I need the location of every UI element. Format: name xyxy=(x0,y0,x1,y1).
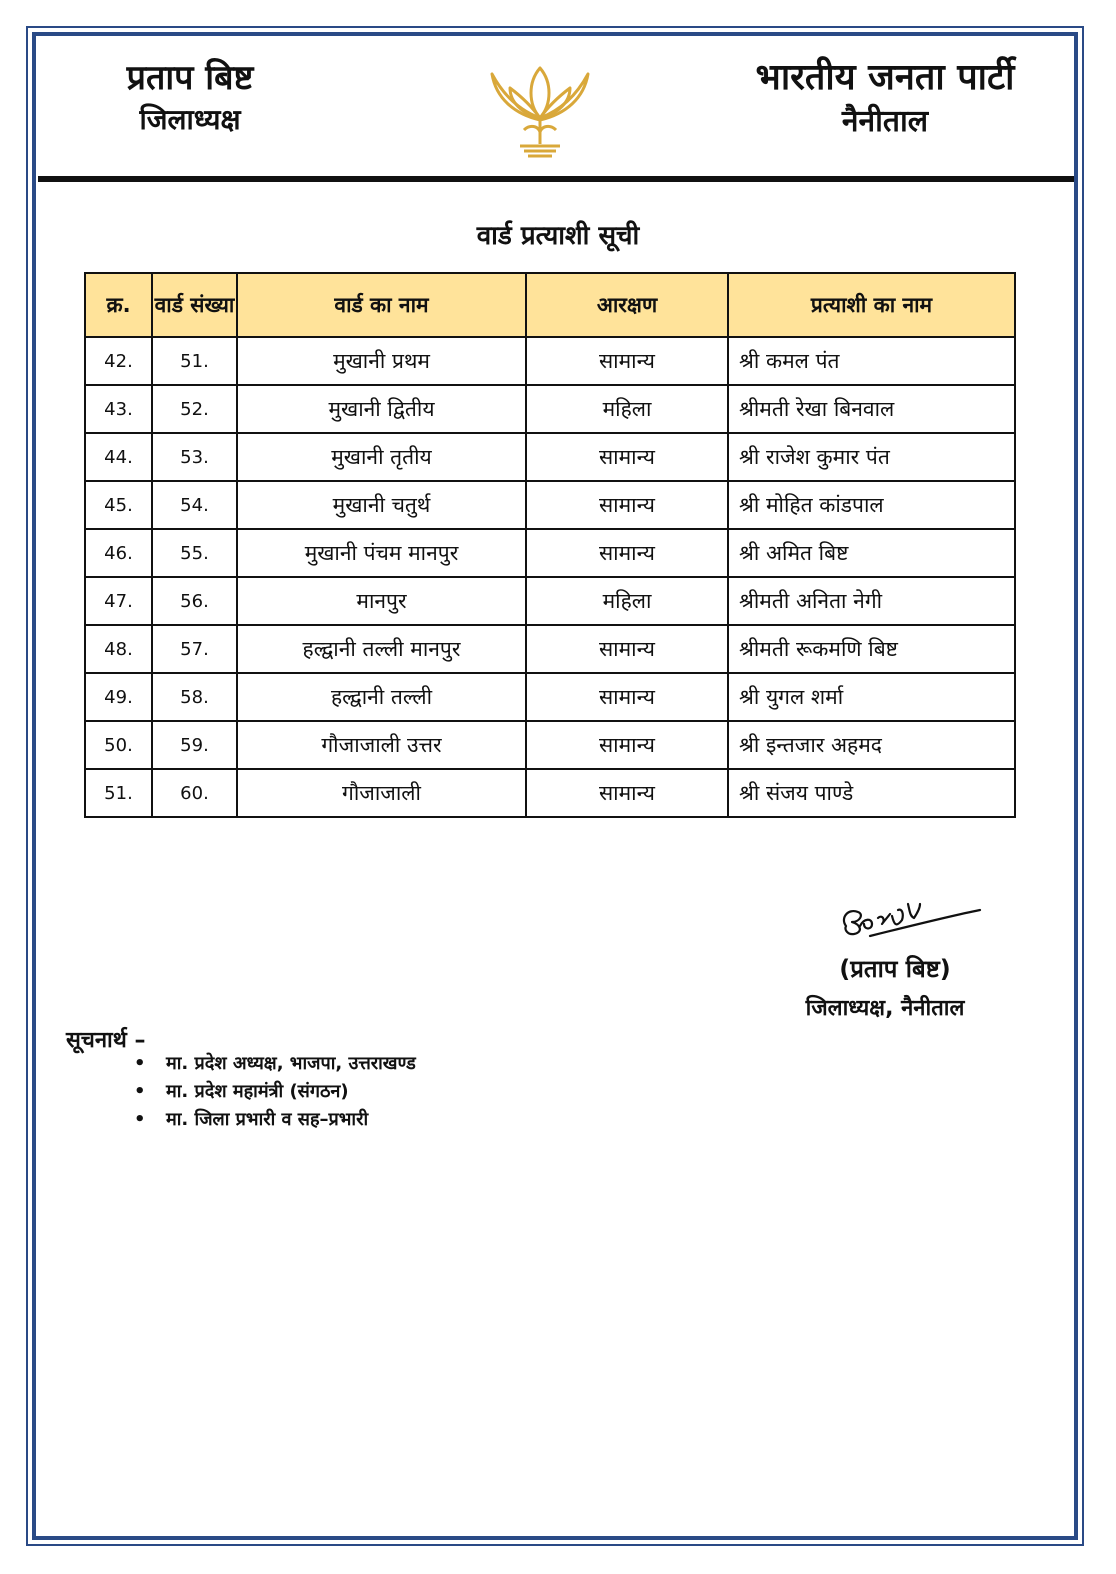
ward-name-cell: हल्द्वानी तल्ली xyxy=(237,673,526,721)
table-row xyxy=(85,721,1015,769)
candidate-cell: श्री राजेश कुमार पंत xyxy=(728,433,1015,481)
ward-number-cell: 58. xyxy=(152,673,237,721)
ward-number-cell: 57. xyxy=(152,625,237,673)
reservation-cell: सामान्य xyxy=(526,337,728,385)
serial-cell: 46. xyxy=(85,529,152,577)
candidate-cell: श्रीमती अनिता नेगी xyxy=(728,577,1015,625)
serial-cell: 51. xyxy=(85,769,152,817)
candidate-cell: श्रीमती रेखा बिनवाल xyxy=(728,385,1015,433)
list-item xyxy=(130,1050,416,1078)
bullet-icon: • xyxy=(134,1053,146,1074)
reservation-cell: सामान्य xyxy=(526,721,728,769)
serial-cell: 42. xyxy=(85,337,152,385)
reservation-cell: सामान्य xyxy=(526,673,728,721)
header-left xyxy=(70,56,310,140)
header-candidate-name: प्रत्याशी का नाम xyxy=(728,273,1015,337)
table-row xyxy=(85,577,1015,625)
ward-number-cell: 52. xyxy=(152,385,237,433)
reservation-cell: सामान्य xyxy=(526,769,728,817)
ward-name-cell: मुखानी द्वितीय xyxy=(237,385,526,433)
serial-cell: 50. xyxy=(85,721,152,769)
ward-number-cell: 53. xyxy=(152,433,237,481)
ward-number-cell: 54. xyxy=(152,481,237,529)
reservation-cell: महिला xyxy=(526,577,728,625)
reservation-cell: सामान्य xyxy=(526,433,728,481)
ward-name-cell: मुखानी प्रथम xyxy=(237,337,526,385)
lotus-icon xyxy=(484,60,596,160)
ward-name-cell: गौजाजाली xyxy=(237,769,526,817)
header-serial: क्र. xyxy=(85,273,152,337)
list-item xyxy=(130,1106,416,1134)
recipient-text: मा. जिला प्रभारी व सह–प्रभारी xyxy=(166,1109,369,1130)
candidate-cell: श्रीमती रूकमणि बिष्ट xyxy=(728,625,1015,673)
header-divider xyxy=(38,176,1074,182)
serial-cell: 49. xyxy=(85,673,152,721)
serial-cell: 47. xyxy=(85,577,152,625)
ward-number-cell: 59. xyxy=(152,721,237,769)
table-row xyxy=(85,385,1015,433)
info-recipients-list xyxy=(130,1050,416,1134)
ward-name-cell: मुखानी चतुर्थ xyxy=(237,481,526,529)
ward-name-cell: मुखानी पंचम मानपुर xyxy=(237,529,526,577)
table-row xyxy=(85,625,1015,673)
header-right xyxy=(720,56,1050,144)
ward-name-cell: मुखानी तृतीय xyxy=(237,433,526,481)
serial-cell: 44. xyxy=(85,433,152,481)
party-name: भारतीय जनता पार्टी xyxy=(755,57,1015,98)
reservation-cell: सामान्य xyxy=(526,481,728,529)
president-post: जिलाध्यक्ष xyxy=(139,103,241,136)
president-name: प्रताप बिष्ट xyxy=(126,58,254,98)
table-row xyxy=(85,673,1015,721)
ward-name-cell: मानपुर xyxy=(237,577,526,625)
bullet-icon: • xyxy=(134,1081,146,1102)
table-row xyxy=(85,337,1015,385)
reservation-cell: सामान्य xyxy=(526,529,728,577)
ward-number-cell: 51. xyxy=(152,337,237,385)
ward-number-cell: 60. xyxy=(152,769,237,817)
handwritten-signature xyxy=(830,892,990,952)
serial-cell: 43. xyxy=(85,385,152,433)
bullet-icon: • xyxy=(134,1109,146,1130)
candidate-table xyxy=(84,272,1016,818)
recipient-text: मा. प्रदेश महामंत्री (संगठन) xyxy=(166,1081,349,1102)
ward-name-cell: गौजाजाली उत्तर xyxy=(237,721,526,769)
ward-number-cell: 55. xyxy=(152,529,237,577)
candidate-cell: श्री कमल पंत xyxy=(728,337,1015,385)
serial-cell: 45. xyxy=(85,481,152,529)
candidate-cell: श्री संजय पाण्डे xyxy=(728,769,1015,817)
table-row xyxy=(85,481,1015,529)
info-label: सूचनार्थ – xyxy=(66,1028,146,1053)
ward-name-cell: हल्द्वानी तल्ली मानपुर xyxy=(237,625,526,673)
candidate-cell: श्री युगल शर्मा xyxy=(728,673,1015,721)
table-row xyxy=(85,529,1015,577)
serial-cell: 48. xyxy=(85,625,152,673)
ward-number-cell: 56. xyxy=(152,577,237,625)
table-row xyxy=(85,769,1015,817)
document-title: वार्ड प्रत्याशी सूची xyxy=(476,221,640,251)
list-item xyxy=(130,1078,416,1106)
candidate-cell: श्री इन्तजार अहमद xyxy=(728,721,1015,769)
recipient-text: मा. प्रदेश अध्यक्ष, भाजपा, उत्तराखण्ड xyxy=(166,1053,416,1074)
candidate-cell: श्री अमित बिष्ट xyxy=(728,529,1015,577)
header-reservation: आरक्षण xyxy=(526,273,728,337)
reservation-cell: महिला xyxy=(526,385,728,433)
district-name: नैनीताल xyxy=(841,104,929,139)
header-ward-name: वार्ड का नाम xyxy=(237,273,526,337)
reservation-cell: सामान्य xyxy=(526,625,728,673)
table-row xyxy=(85,433,1015,481)
signatory-name: (प्रताप बिष्ट) xyxy=(839,955,951,983)
table-header-row xyxy=(85,273,1015,337)
candidate-cell: श्री मोहित कांडपाल xyxy=(728,481,1015,529)
header-ward-number: वार्ड संख्या xyxy=(152,273,237,337)
signatory-post: जिलाध्यक्ष, नैनीताल xyxy=(805,996,965,1021)
